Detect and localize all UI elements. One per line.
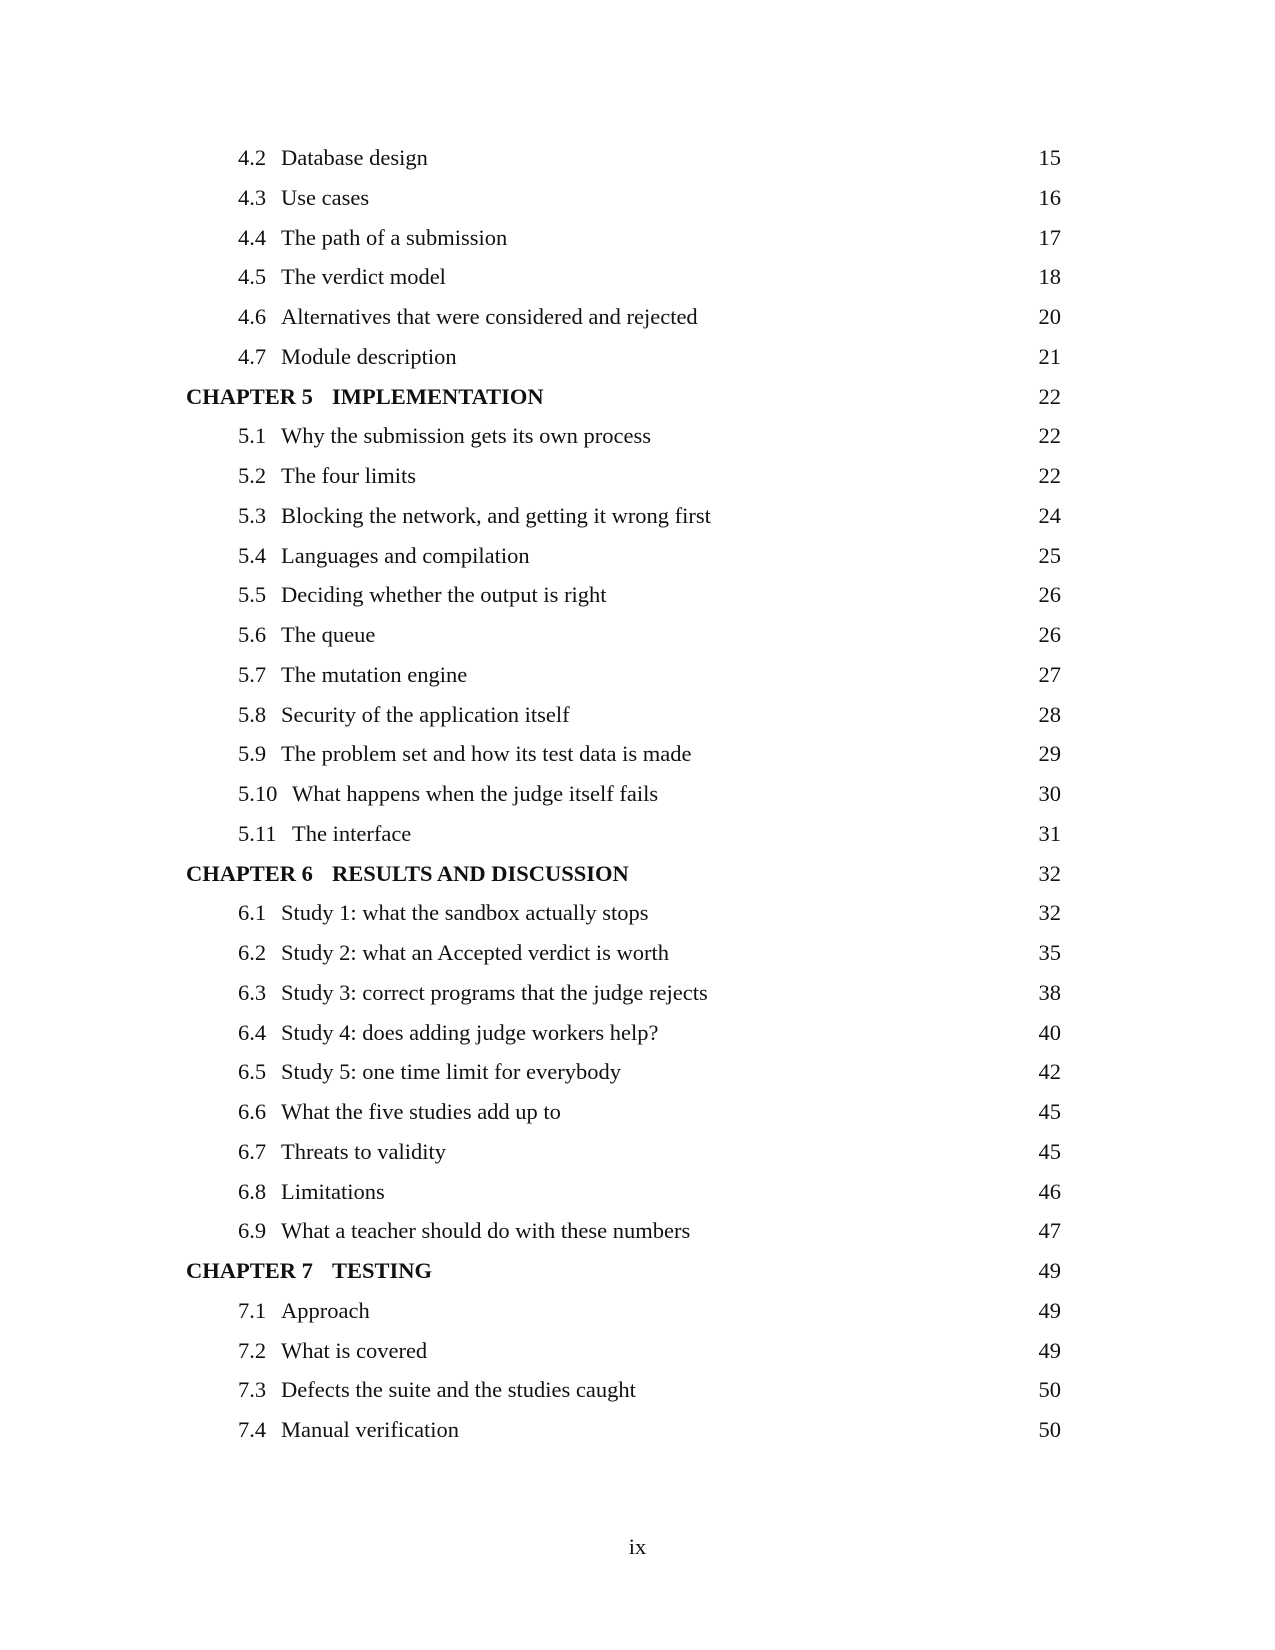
toc-entry-page: 45 <box>1038 1099 1061 1124</box>
toc-entry-number: 5.6 <box>238 622 267 647</box>
toc-entry-number: 4.3 <box>238 184 267 210</box>
toc-entry-number: 5.1 <box>238 423 267 449</box>
toc-section-entry <box>0 302 1275 342</box>
toc-entry-title: What is covered <box>281 1337 428 1363</box>
toc-entry-page: 38 <box>1038 979 1061 1005</box>
toc-section-entry <box>0 620 1275 660</box>
toc-entry-page: 46 <box>1038 1178 1061 1204</box>
toc-entry-title: Study 3: correct programs that the judge rejects <box>281 979 708 1005</box>
page-number: ix <box>628 1534 647 1559</box>
toc-entry-page: 15 <box>1038 145 1061 170</box>
toc-section-entry <box>0 1097 1275 1137</box>
toc-entry-page: 27 <box>1038 661 1061 687</box>
toc-entry-page: 25 <box>1038 542 1061 568</box>
toc-entry-page: 29 <box>1038 741 1061 767</box>
toc-entry-title: Database design <box>281 145 428 170</box>
toc-entry-page: 16 <box>1038 184 1061 210</box>
toc-entry-number: 5.9 <box>238 741 267 767</box>
toc-entry-number: 5.4 <box>238 542 267 568</box>
toc-entry-title: Deciding whether the output is right <box>281 582 607 608</box>
toc-entry-page: 21 <box>1038 343 1061 369</box>
toc-section-entry <box>0 819 1275 859</box>
toc-entry-title: Languages and compilation <box>281 542 530 568</box>
toc-entry-number: 6.2 <box>238 940 267 965</box>
toc-section-entry <box>0 978 1275 1018</box>
toc-section-entry <box>0 660 1275 700</box>
toc-chapter-entry <box>0 382 1275 422</box>
toc-section-entry <box>0 1216 1275 1256</box>
toc-section-entry <box>0 461 1275 501</box>
toc-entry-number: 6.3 <box>238 979 267 1005</box>
toc-entry-page: 22 <box>1038 383 1061 409</box>
toc-section-entry <box>0 1057 1275 1097</box>
toc-section-entry <box>0 1375 1275 1415</box>
toc-entry-page: 49 <box>1038 1337 1061 1363</box>
toc-entry-title: The interface <box>292 820 412 846</box>
toc-entry-page: 47 <box>1038 1218 1061 1244</box>
toc-section-entry <box>0 938 1275 978</box>
toc-entry-title: Security of the application itself <box>281 701 570 727</box>
toc-entry-page: 45 <box>1038 1138 1061 1164</box>
toc-entry-number: 5.2 <box>238 463 267 488</box>
toc-entry-title: Approach <box>281 1297 370 1323</box>
toc-entry-title: RESULTS AND DISCUSSION <box>332 860 629 886</box>
toc-entry-number: 4.7 <box>238 343 267 369</box>
toc-entry-number: 4.6 <box>238 304 267 329</box>
toc-entry-page: 49 <box>1038 1258 1061 1283</box>
toc-entry-title: The mutation engine <box>281 661 468 687</box>
toc-entry-number: 7.3 <box>238 1377 267 1403</box>
toc-section-entry <box>0 1137 1275 1177</box>
toc-entry-number: 6.6 <box>238 1099 267 1124</box>
table-of-contents <box>0 143 1275 1455</box>
toc-chapter-entry <box>0 859 1275 899</box>
toc-entry-title: What happens when the judge itself fails <box>292 781 659 806</box>
toc-chapter-entry <box>0 1256 1275 1296</box>
toc-entry-page: 26 <box>1038 582 1061 608</box>
toc-entry-number: 4.4 <box>238 224 267 250</box>
toc-entry-page: 18 <box>1038 264 1061 290</box>
toc-entry-title: Study 4: does adding judge workers help? <box>281 1019 659 1045</box>
toc-entry-title: Threats to validity <box>281 1138 446 1164</box>
toc-entry-title: The path of a submission <box>281 224 508 250</box>
toc-entry-number: 6.4 <box>238 1019 267 1045</box>
toc-section-entry <box>0 898 1275 938</box>
toc-entry-title: TESTING <box>332 1258 433 1283</box>
toc-entry-page: 31 <box>1038 820 1061 846</box>
toc-entry-number: 5.7 <box>238 661 267 687</box>
toc-entry-title: Study 2: what an Accepted verdict is worth <box>281 940 670 965</box>
toc-entry-number: CHAPTER 6 <box>186 860 313 886</box>
toc-entry-page: 20 <box>1038 304 1061 329</box>
toc-section-entry <box>0 580 1275 620</box>
toc-entry-title: IMPLEMENTATION <box>332 383 544 409</box>
toc-entry-number: 5.8 <box>238 701 267 727</box>
toc-entry-title: Why the submission gets its own process <box>281 423 651 449</box>
toc-entry-page: 50 <box>1038 1377 1061 1403</box>
toc-entry-page: 32 <box>1038 900 1061 926</box>
toc-section-entry <box>0 1415 1275 1455</box>
toc-entry-number: 4.2 <box>238 145 267 170</box>
toc-entry-number: 4.5 <box>238 264 267 290</box>
toc-entry-number: 7.4 <box>238 1417 267 1442</box>
toc-entry-number: 7.1 <box>238 1297 267 1323</box>
toc-entry-number: 6.5 <box>238 1059 267 1085</box>
toc-entry-title: The verdict model <box>281 264 446 290</box>
toc-entry-page: 42 <box>1038 1059 1061 1085</box>
toc-entry-number: 6.7 <box>238 1138 267 1164</box>
toc-entry-page: 30 <box>1038 781 1061 806</box>
toc-section-entry <box>0 541 1275 581</box>
toc-entry-title: Blocking the network, and getting it wrong first <box>281 502 711 528</box>
toc-section-entry <box>0 342 1275 382</box>
toc-entry-title: The queue <box>281 622 376 647</box>
toc-entry-title: The problem set and how its test data is made <box>281 741 692 767</box>
toc-entry-number: CHAPTER 7 <box>186 1258 313 1283</box>
toc-entry-page: 17 <box>1038 224 1061 250</box>
toc-entry-number: 5.3 <box>238 502 267 528</box>
toc-section-entry <box>0 421 1275 461</box>
toc-section-entry <box>0 700 1275 740</box>
toc-entry-number: 6.9 <box>238 1218 267 1244</box>
toc-entry-number: 5.11 <box>238 820 277 846</box>
toc-entry-number: 5.5 <box>238 582 267 608</box>
toc-section-entry <box>0 1018 1275 1058</box>
toc-section-entry <box>0 779 1275 819</box>
toc-entry-page: 49 <box>1038 1297 1061 1323</box>
toc-section-entry <box>0 183 1275 223</box>
toc-entry-title: Use cases <box>281 184 370 210</box>
toc-section-entry <box>0 262 1275 302</box>
toc-entry-number: 5.10 <box>238 781 278 806</box>
toc-entry-page: 40 <box>1038 1019 1061 1045</box>
toc-section-entry <box>0 223 1275 263</box>
toc-section-entry <box>0 501 1275 541</box>
toc-entry-page: 24 <box>1038 502 1061 528</box>
toc-entry-page: 22 <box>1038 463 1061 488</box>
toc-entry-title: Limitations <box>281 1178 385 1204</box>
toc-entry-page: 32 <box>1038 860 1061 886</box>
toc-entry-number: 7.2 <box>238 1337 267 1363</box>
toc-entry-title: What a teacher should do with these numbers <box>281 1218 691 1244</box>
toc-section-entry <box>0 1296 1275 1336</box>
toc-section-entry <box>0 143 1275 183</box>
toc-entry-title: What the five studies add up to <box>281 1099 561 1124</box>
toc-entry-page: 26 <box>1038 622 1061 647</box>
toc-entry-page: 28 <box>1038 701 1061 727</box>
toc-entry-title: The four limits <box>281 463 416 488</box>
toc-entry-page: 22 <box>1038 423 1061 449</box>
toc-section-entry <box>0 739 1275 779</box>
toc-entry-title: Study 1: what the sandbox actually stops <box>281 900 649 926</box>
toc-section-entry <box>0 1177 1275 1217</box>
toc-entry-number: 6.1 <box>238 900 267 926</box>
toc-entry-page: 35 <box>1038 940 1061 965</box>
toc-entry-number: CHAPTER 5 <box>186 383 313 409</box>
toc-entry-title: Defects the suite and the studies caught <box>281 1377 636 1403</box>
toc-entry-page: 50 <box>1038 1417 1061 1442</box>
toc-entry-title: Module description <box>281 343 457 369</box>
toc-section-entry <box>0 1336 1275 1376</box>
toc-entry-title: Manual verification <box>281 1417 460 1442</box>
toc-entry-title: Alternatives that were considered and rejected <box>281 304 698 329</box>
toc-entry-title: Study 5: one time limit for everybody <box>281 1059 621 1085</box>
toc-entry-number: 6.8 <box>238 1178 267 1204</box>
